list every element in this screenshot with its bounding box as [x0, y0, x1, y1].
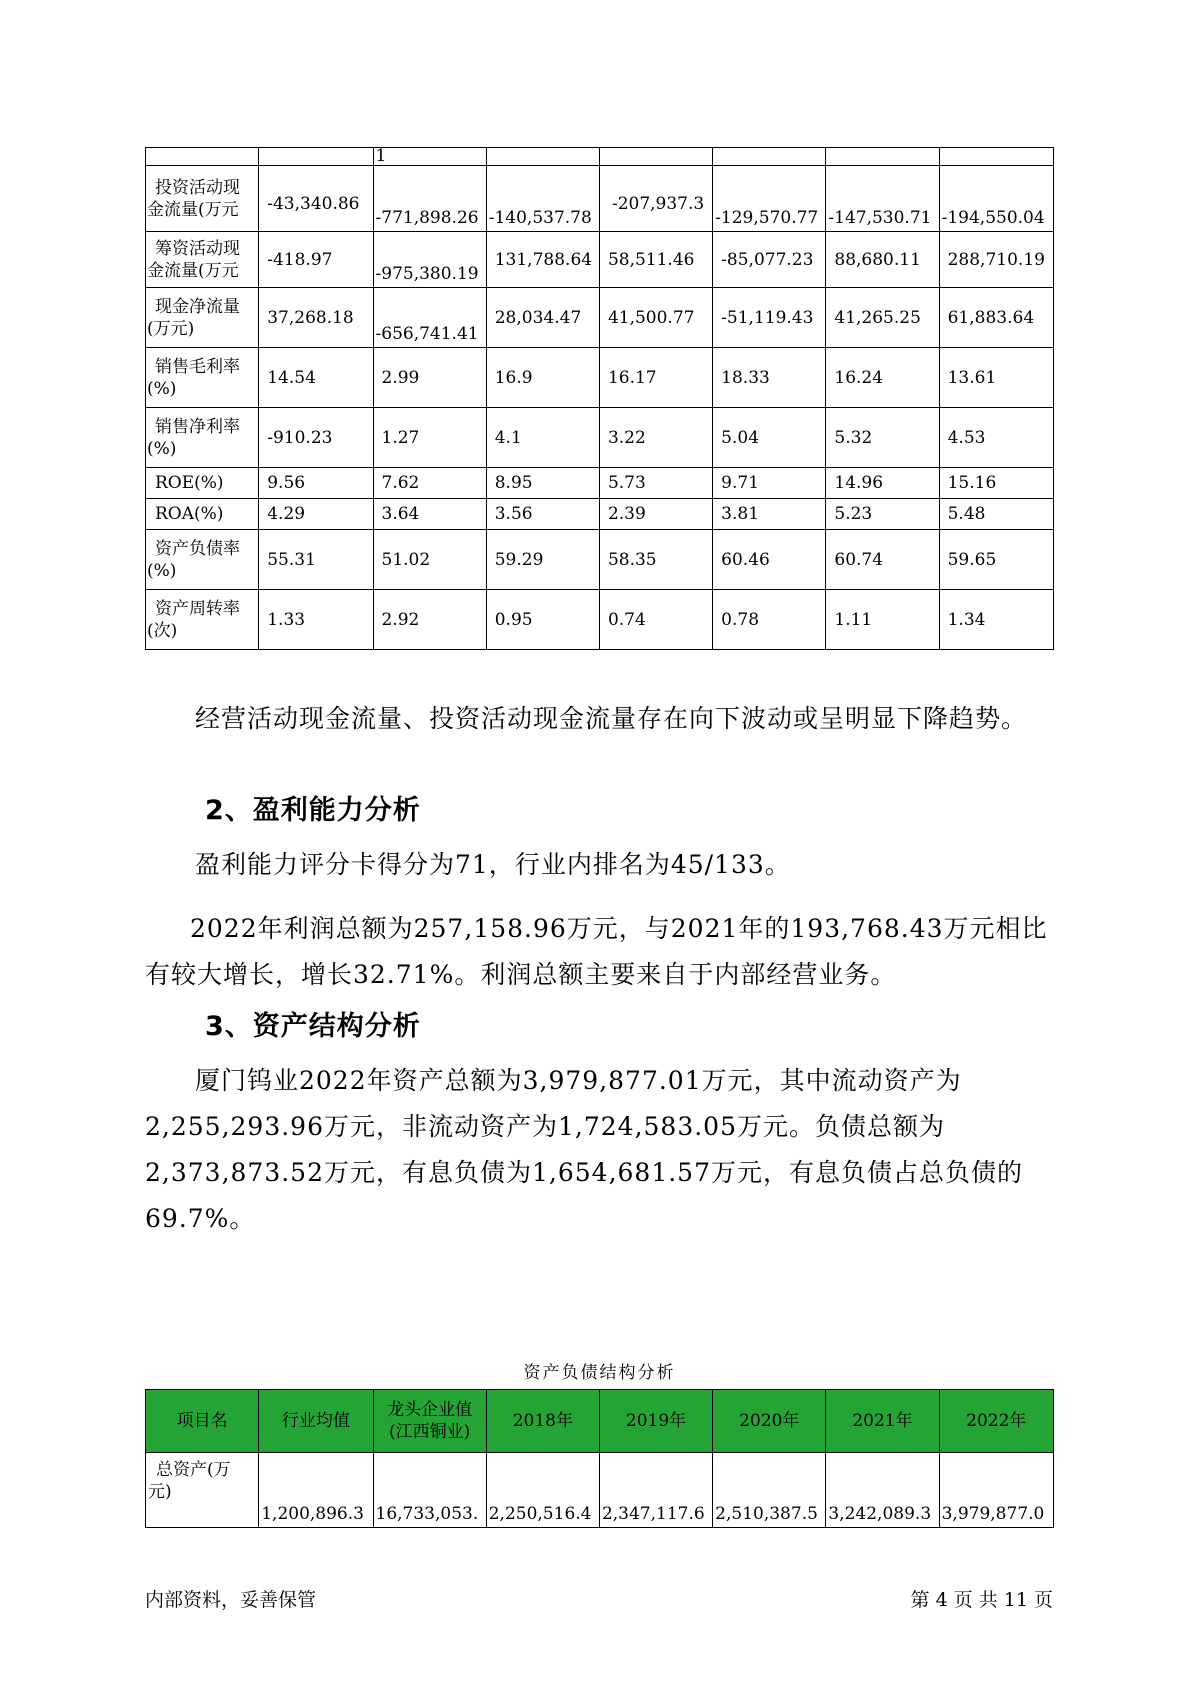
table-cell: 2,250,516.4 — [486, 1453, 599, 1528]
column-header: 2020年 — [713, 1390, 826, 1453]
table-cell: 61,883.64 — [939, 288, 1053, 348]
table-cell — [486, 148, 599, 166]
row-label-line: 总资产(万 — [156, 1460, 231, 1480]
table-cell: 59.29 — [486, 530, 599, 590]
column-header: 2021年 — [826, 1390, 939, 1453]
table-cell: 0.74 — [599, 590, 712, 650]
table-cell: 58.35 — [599, 530, 712, 590]
table-cell: 4.53 — [939, 408, 1053, 468]
cashflow-note: 经营活动现金流量、投资活动现金流量存在向下波动或呈明显下降趋势。 — [195, 704, 1028, 733]
table-cell: 5.32 — [826, 408, 939, 468]
table-cell — [826, 148, 939, 166]
table-cell: 2.39 — [599, 499, 712, 530]
row-label-line: 资产周转率 — [155, 598, 240, 619]
table-cell: -129,570.77 — [713, 166, 826, 232]
table-row — [146, 530, 1054, 590]
row-label — [146, 232, 259, 288]
table-row — [146, 499, 1054, 530]
column-header: 龙头企业值(江西铜业) — [373, 1390, 486, 1453]
table-cell: 0.78 — [713, 590, 826, 650]
section-heading-profitability: 2、盈利能力分析 — [205, 795, 421, 826]
column-header: 2018年 — [486, 1390, 599, 1453]
table-cell: 4.1 — [486, 408, 599, 468]
balance-sheet-structure-table — [145, 1389, 1054, 1528]
row-label-line: (万元) — [147, 318, 195, 339]
table-cell: 58,511.46 — [599, 232, 712, 288]
table-cell: 88,680.11 — [826, 232, 939, 288]
table-cell: 0.95 — [486, 590, 599, 650]
table-cell: 60.74 — [826, 530, 939, 590]
table-cell: 8.95 — [486, 468, 599, 499]
row-label-line: (%) — [147, 560, 177, 581]
table-cell: 14.96 — [826, 468, 939, 499]
table-row — [146, 232, 1054, 288]
table-cell: 15.16 — [939, 468, 1053, 499]
table-cell: -43,340.86 — [259, 166, 373, 232]
row-label-line: ROE(%) — [155, 473, 224, 493]
table-cell: 5.48 — [939, 499, 1053, 530]
row-label — [146, 348, 259, 408]
table-cell: -140,537.78 — [486, 166, 599, 232]
table-cell: 3.64 — [373, 499, 486, 530]
asset-structure-text: 厦门钨业2022年资产总额为3,979,877.01万元，其中流动资产为2,255,293.96万元，非流动资产为1,724,583.05万元。负债总额为2,373,873.52万元，有息负债为1,654,681.57万元，有息负债占总负债的69.7%。 — [145, 1066, 1023, 1233]
row-label — [146, 408, 259, 468]
table-row — [146, 348, 1054, 408]
column-header: 2022年 — [939, 1390, 1053, 1453]
column-header: 2019年 — [599, 1390, 712, 1453]
row-label-line: 投资活动现 — [155, 177, 240, 198]
table-cell: -85,077.23 — [713, 232, 826, 288]
table-cell: 1.33 — [259, 590, 373, 650]
table-cell — [146, 148, 259, 166]
table-cell: 1.27 — [373, 408, 486, 468]
table-cell: 16.24 — [826, 348, 939, 408]
table-cell: -910.23 — [259, 408, 373, 468]
table-cell: 9.71 — [713, 468, 826, 499]
table-cell: 55.31 — [259, 530, 373, 590]
row-label — [146, 288, 259, 348]
row-label-line: 资产负债率 — [155, 538, 240, 559]
table-cell: 7.62 — [373, 468, 486, 499]
table-cell: 14.54 — [259, 348, 373, 408]
table-cell: 2.99 — [373, 348, 486, 408]
footer-confidential-note: 内部资料，妥善保管 — [145, 1589, 317, 1611]
row-label — [146, 530, 259, 590]
table-row — [146, 1453, 1054, 1528]
table-row — [146, 148, 1054, 166]
row-label — [146, 499, 259, 530]
table-cell: 13.61 — [939, 348, 1053, 408]
table-cell: 16.9 — [486, 348, 599, 408]
profit-total-text: 2022年利润总额为257,158.96万元，与2021年的193,768.43万元相比有较大增长，增长32.71%。利润总额主要来自于内部经营业务。 — [145, 914, 1048, 989]
table-cell: -418.97 — [259, 232, 373, 288]
table-caption: 资产负债结构分析 — [523, 1363, 676, 1383]
table-row — [146, 590, 1054, 650]
table-cell: -656,741.41 — [373, 288, 486, 348]
table-cell: 2.92 — [373, 590, 486, 650]
table-row — [146, 468, 1054, 499]
row-label-line: 销售净利率 — [155, 416, 240, 437]
table-row — [146, 408, 1054, 468]
table-cell: 28,034.47 — [486, 288, 599, 348]
footer-page-number: 第 4 页 共 11 页 — [910, 1589, 1053, 1611]
row-label — [146, 166, 259, 232]
row-label — [146, 468, 259, 499]
table-cell: 288,710.19 — [939, 232, 1053, 288]
row-label-line: (次) — [147, 620, 178, 641]
table-cell: 1.34 — [939, 590, 1053, 650]
table-cell: 16.17 — [599, 348, 712, 408]
row-label-line: (%) — [147, 378, 177, 399]
table-cell: 60.46 — [713, 530, 826, 590]
row-label — [146, 1453, 259, 1528]
table-cell: -207,937.3 — [599, 166, 712, 232]
row-label-line: 销售毛利率 — [155, 356, 240, 377]
table-cell: 1.11 — [826, 590, 939, 650]
table-cell: 3.81 — [713, 499, 826, 530]
table-cell: 1 — [373, 148, 486, 166]
table-cell — [599, 148, 712, 166]
section-heading-asset-structure: 3、资产结构分析 — [205, 1011, 421, 1042]
table-cell: 18.33 — [713, 348, 826, 408]
table-cell: 5.23 — [826, 499, 939, 530]
table-cell: 3.22 — [599, 408, 712, 468]
table-header-row — [146, 1390, 1054, 1453]
table-cell — [939, 148, 1053, 166]
table-cell: 2,510,387.5 — [713, 1453, 826, 1528]
table-cell: 3,979,877.0 — [939, 1453, 1053, 1528]
table-cell: -975,380.19 — [373, 232, 486, 288]
table-cell: 2,347,117.6 — [599, 1453, 712, 1528]
row-label — [146, 590, 259, 650]
table-cell: 51.02 — [373, 530, 486, 590]
column-header: 行业均值 — [259, 1390, 373, 1453]
row-label-line: 筹资活动现 — [155, 238, 240, 259]
row-label-line: 元) — [148, 1482, 172, 1502]
table-cell: 3.56 — [486, 499, 599, 530]
table-cell: 9.56 — [259, 468, 373, 499]
table-cell — [259, 148, 373, 166]
row-label-line: 金流量(万元 — [147, 199, 239, 220]
table-cell: 41,500.77 — [599, 288, 712, 348]
column-header: 项目名 — [146, 1390, 259, 1453]
table-cell — [713, 148, 826, 166]
row-label-line: 金流量(万元 — [147, 260, 239, 281]
financial-table-body — [146, 148, 1054, 650]
table-cell: 1,200,896.3 — [259, 1453, 373, 1528]
table-cell: -194,550.04 — [939, 166, 1053, 232]
table-cell: 4.29 — [259, 499, 373, 530]
row-label-line: ROA(%) — [155, 504, 224, 524]
table-cell: 41,265.25 — [826, 288, 939, 348]
table-row — [146, 288, 1054, 348]
table-cell: 59.65 — [939, 530, 1053, 590]
table-cell: 131,788.64 — [486, 232, 599, 288]
table-cell: -51,119.43 — [713, 288, 826, 348]
row-label-line: (%) — [147, 438, 177, 459]
profitability-score-text: 盈利能力评分卡得分为71，行业内排名为45/133。 — [195, 850, 791, 879]
table-cell: 3,242,089.3 — [826, 1453, 939, 1528]
table-cell: -147,530.71 — [826, 166, 939, 232]
table-cell: 37,268.18 — [259, 288, 373, 348]
row-label-line: 现金净流量 — [155, 296, 240, 317]
table-cell: 5.73 — [599, 468, 712, 499]
table-cell: 16,733,053. — [373, 1453, 486, 1528]
table-cell: 5.04 — [713, 408, 826, 468]
financial-indicators-table — [145, 147, 1054, 650]
table-row — [146, 166, 1054, 232]
table-cell: -771,898.26 — [373, 166, 486, 232]
